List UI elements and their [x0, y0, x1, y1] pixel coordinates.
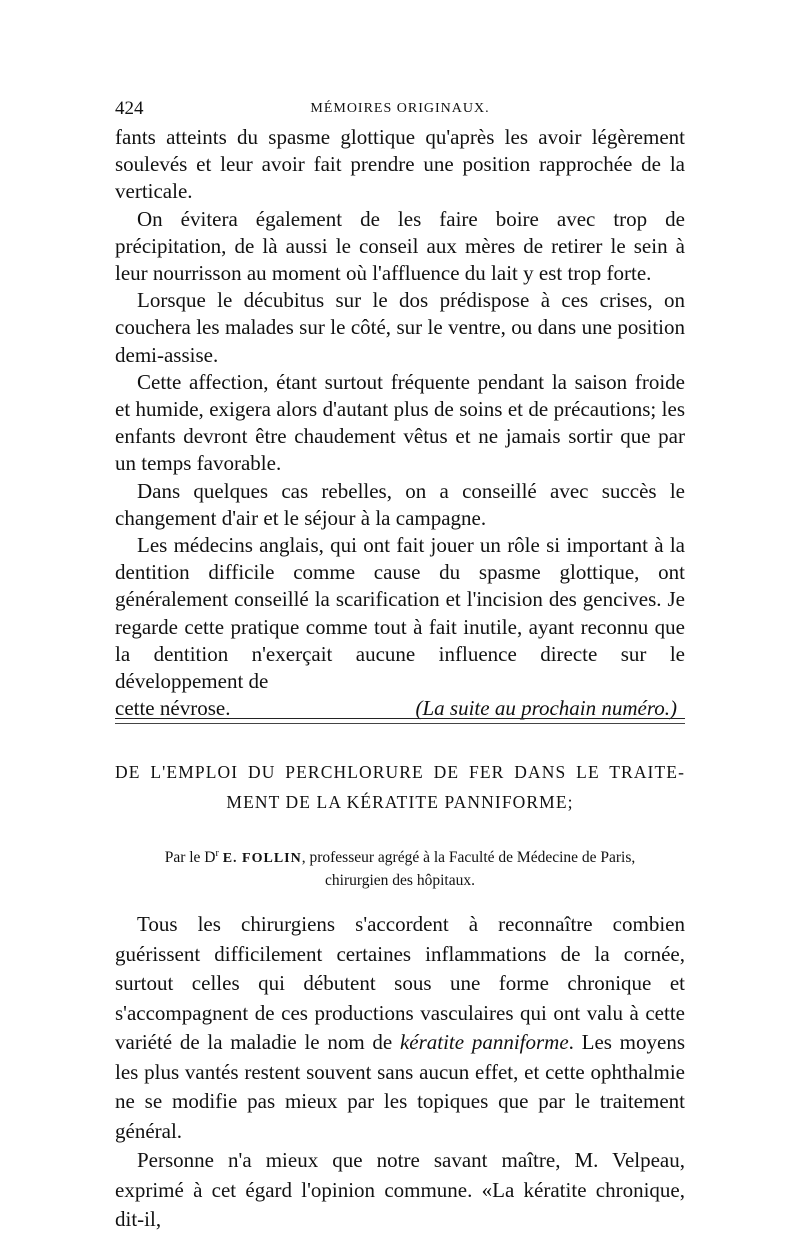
- section-divider-thin: [115, 723, 685, 724]
- page-number: 424: [115, 98, 144, 119]
- paragraph: Dans quelques cas rebelles, on a conseillé avec succès le changement d'air et le séjour à la campagne.: [115, 478, 685, 530]
- paragraph-text: . Les moyens les plus vantés restent souvent sans aucun effet, et cette ophthalmie ne se modifie pas mieux par les topiques que par le traitement général.: [115, 1030, 686, 1143]
- italic-term: kératite panniforme: [399, 1030, 569, 1054]
- paragraph: [115, 910, 685, 1146]
- paragraph: Personne n'a mieux que notre savant maître, M. Velpeau, exprimé à cet égard l'opinion commune. «La kératite chronique, dit-il,: [115, 1148, 685, 1231]
- closing-text: cette névrose.: [115, 696, 231, 721]
- article-title-line2: MENT DE LA KÉRATITE PANNIFORME;: [226, 792, 574, 812]
- running-header: [115, 98, 685, 122]
- byline-role: chirurgien des hôpitaux.: [325, 872, 475, 890]
- paragraph: On évitera également de les faire boire avec trop de précipitation, de là aussi le conseil aux mères de retirer le sein à leur nourrisson au moment où l'affluence du lait y est trop forte.: [115, 206, 685, 286]
- article-title: [115, 757, 685, 817]
- byline-prefix: Par le D: [164, 849, 216, 867]
- paragraph: Les médecins anglais, qui ont fait jouer un rôle si important à la dentition difficile comme cause du spasme glottique, ont généralement conseillé la scarification et l'incision des gencives. Je regarde cette pratique comme tout à fait inutile, ayant reconnu que la dentition n'exerçait aucune influence directe sur le développement de: [115, 533, 685, 694]
- article-title-line1: DE L'EMPLOI DU PERCHLORURE DE FER DANS LE TRAITE-: [115, 762, 685, 782]
- running-title: MÉMOIRES ORIGINAUX.: [310, 101, 490, 116]
- paragraph: Cette affection, étant surtout fréquente pendant la saison froide et humide, exigera alors d'autant plus de soins et de précautions; les enfants devront être chaudement vêtus et ne jamais sortir que par un temps favorable.: [115, 369, 685, 476]
- byline-sup: r: [215, 848, 219, 859]
- byline-affiliation: , professeur agrégé à la Faculté de Médecine de Paris,: [301, 849, 636, 867]
- paragraph: Lorsque le décubitus sur le dos prédispose à ces crises, on couchera les malades sur le côté, sur le ventre, ou dans une position demi-assise.: [115, 288, 685, 367]
- section-divider: [115, 718, 685, 719]
- author-byline: [115, 843, 685, 892]
- paragraph: fants atteints du spasme glottique qu'après les avoir légèrement soulevés et leur avoir fait prendre une position rapprochée de la verticale.: [115, 125, 685, 204]
- author-name: E. FOLLIN: [222, 851, 302, 867]
- previous-article-conclusion: [115, 124, 685, 722]
- continuation-note: (La suite au prochain numéro.): [415, 696, 677, 721]
- paragraph-text: Tous les chirurgiens s'accordent à reconnaître combien guérissent difficilement certaines inflammations de la cornée, surtout celles qui débutent sous une forme chronique et s'accompagnent de ces productions vasculaires qui ont valu à cette variété de la maladie le nom de: [115, 912, 685, 1054]
- article-body: [115, 910, 685, 1235]
